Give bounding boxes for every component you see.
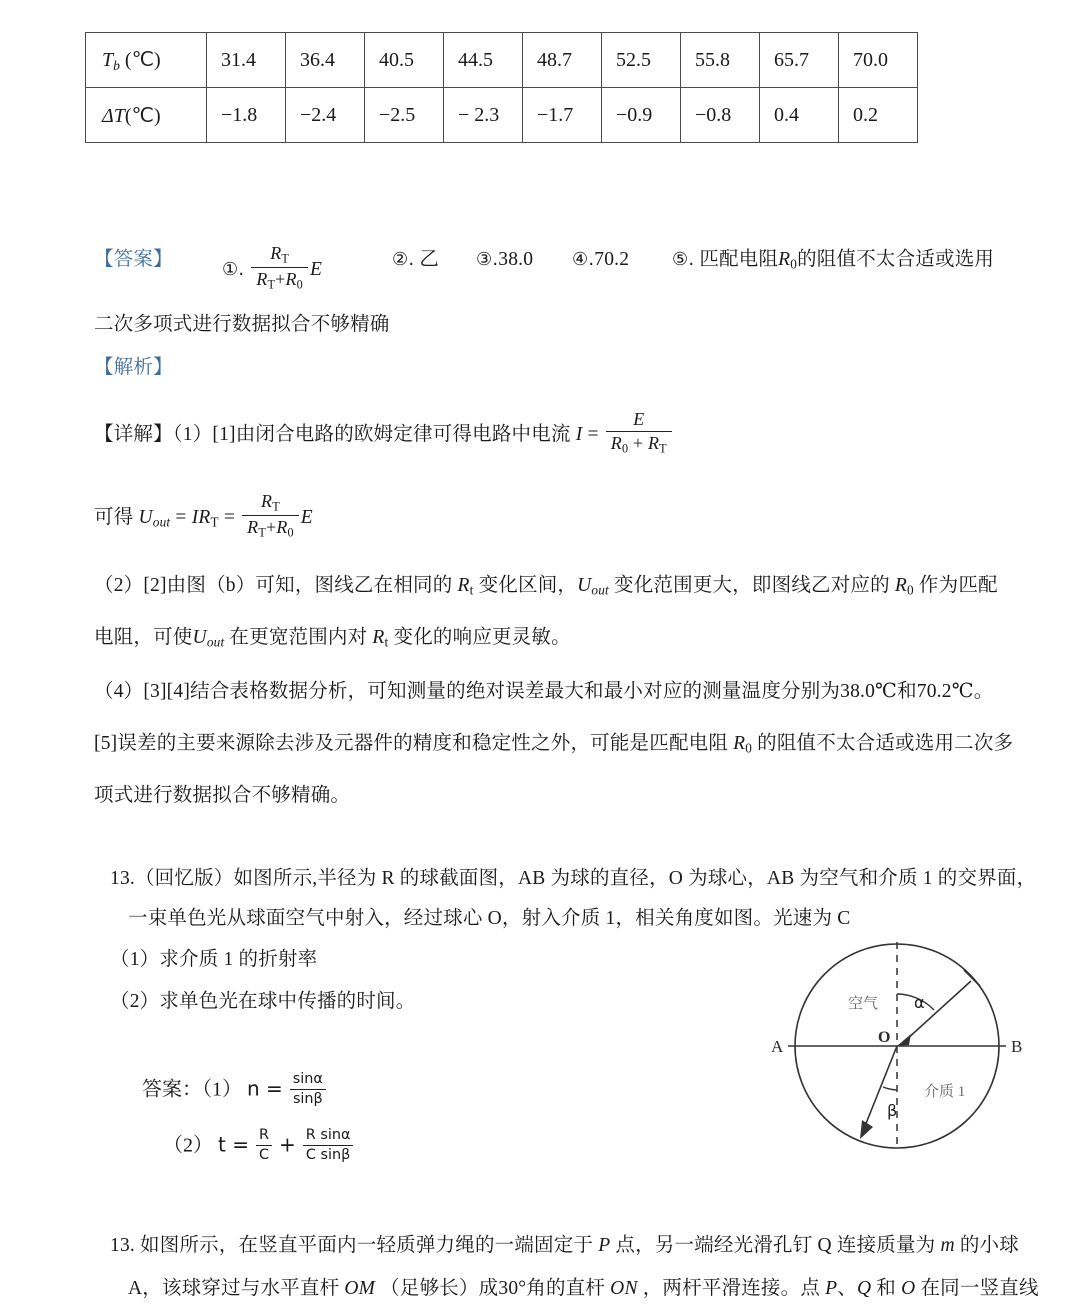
label-medium: 介质 1 <box>924 1084 966 1100</box>
label-b: B <box>1011 1037 1023 1056</box>
cell-dt-4: −1.7 <box>523 88 602 143</box>
cell-tb-6: 55.8 <box>681 33 760 88</box>
uout-symbol: U <box>138 506 153 528</box>
label-air: 空气 <box>848 996 879 1012</box>
answer-label: 答案： <box>142 1078 202 1101</box>
cell-dt-8: 0.2 <box>839 88 918 143</box>
answer-continuation: 二次多项式进行数据拟合不够精确 <box>94 314 390 335</box>
answer1-denominator: sinβ <box>292 1090 323 1107</box>
incident-ray-arrowhead <box>897 1034 911 1046</box>
label-a: A <box>771 1037 784 1056</box>
cell-tb-8: 70.0 <box>839 33 918 88</box>
cell-dt-5: −0.9 <box>602 88 681 143</box>
answer2-marker: （2） <box>163 1134 213 1157</box>
cell-dt-0: −1.8 <box>207 88 286 143</box>
cell-tb-5: 52.5 <box>602 33 681 88</box>
answer-marker-3: ③. <box>476 249 499 270</box>
current-formula-fraction: $\frac{E}{R0 + RT}$ <box>606 409 672 456</box>
para2-line1: （2）[2]由图（b）可知，图线乙在相同的 Rt 变化区间，$U_{out}$ 变化范围更大，即图线乙对应的 R0 作为匹配 <box>94 575 998 598</box>
detail-line-2: 可得 $U_{out}$ = IRT = $\frac{RT}{RT+R0}$ E <box>94 491 313 540</box>
q13-mechanics-line2: A，该球穿过与水平直杆 OM （足够长）成30°角的直杆 ON ，两杆平滑连接。点 P、Q 和 O 在同一竖直线 <box>128 1278 1039 1299</box>
cell-tb-4: 48.7 <box>523 33 602 88</box>
table-row <box>86 88 918 143</box>
cell-dt-2: −2.5 <box>365 88 444 143</box>
answer2-f1-denominator: C <box>258 1146 270 1163</box>
q13-mechanics-line1: 13. 如图所示，在竖直平面内一轻质弹力绳的一端固定于 P 点，另一端经光滑孔钉 Q 连接质量为 m 的小球 <box>110 1235 1019 1256</box>
answer2-f2-denominator: C sinβ <box>305 1146 351 1163</box>
answer1-fraction <box>290 1071 326 1109</box>
uout-formula-fraction: $\frac{RT}{RT+R0}$ <box>242 491 299 540</box>
label-o: O <box>878 1029 891 1046</box>
q13-optics-sub-q2: （2）求单色光在球中传播的时间。 <box>110 991 416 1012</box>
q13-optics-answer-2 <box>163 1128 355 1166</box>
cell-tb-0: 31.4 <box>207 33 286 88</box>
cell-tb-3: 44.5 <box>444 33 523 88</box>
answer-tag: 【答案】 <box>94 249 173 270</box>
incident-ray-tick <box>964 970 980 986</box>
answer-marker-4: ④. <box>572 249 595 270</box>
para5-line1: [5]误差的主要来源除去涉及元器件的精度和稳定性之外，可能是匹配电阻 R0 的阻值不太合适或选用二次多 <box>94 733 1014 756</box>
answer2-lhs: t = <box>218 1132 249 1157</box>
measurement-data-table <box>85 32 918 143</box>
cell-dt-1: −2.4 <box>286 88 365 143</box>
answer-item-2 <box>392 246 439 274</box>
detail-line-1-prefix: 【详解】（1）[1]由闭合电路的欧姆定律可得电路中电流 <box>94 423 571 445</box>
answer-value-5a: 匹配电阻 <box>699 249 779 270</box>
label-angle-beta: β <box>887 1101 898 1120</box>
q13-optics-answer-1 <box>142 1072 328 1110</box>
optics-circle-diagram <box>766 928 1028 1164</box>
answer-marker-1: ①. <box>222 258 245 280</box>
answer-value-4: 70.2 <box>594 249 630 270</box>
q13-optics-stem-line1: 13.（回忆版）如图所示,半径为 R 的球截面图，AB 为球的直径，O 为球心，AB 为空气和介质 1 的交界面， <box>110 868 1037 889</box>
cell-dt-7: 0.4 <box>760 88 839 143</box>
q13-optics-sub-q1: （1）求介质 1 的折射率 <box>110 949 318 970</box>
para2-line2: 电阻，可使$U_{out}$ 在更宽范围内对 Rt 变化的响应更灵敏。 <box>94 627 571 650</box>
answer-formula-1: $\frac{RT}{RT+R0}$ <box>251 243 308 292</box>
answer1-numerator: sinα <box>290 1071 326 1090</box>
answer2-fraction-1 <box>256 1127 272 1165</box>
para4-line1: （4）[3][4]结合表格数据分析，可知测量的绝对误差最大和最小对应的测量温度分别为38.0℃和70.2℃。 <box>94 681 994 702</box>
answer2-f2-numerator: R sinα <box>303 1127 354 1146</box>
angle-beta-arc <box>883 1087 897 1090</box>
label-angle-alpha: α <box>914 993 925 1012</box>
detail-line-2-prefix: 可得 <box>94 506 134 528</box>
cell-tb-1: 36.4 <box>286 33 365 88</box>
answer-item-4 <box>572 246 629 274</box>
answer2-f1-numerator: R <box>256 1127 272 1146</box>
para5-line2: 项式进行数据拟合不够精确。 <box>94 785 351 806</box>
answer-value-2: 乙 <box>419 249 440 270</box>
row-header-delta-t: ΔT(℃) <box>86 88 207 143</box>
answer-symbol-r0: R <box>778 249 791 270</box>
answer-value-5b: 的阻值不太合适或选用 <box>797 249 995 270</box>
answer-item-1: ①. $\frac{RT}{RT+R0}$ E <box>222 243 323 292</box>
q13-optics-stem-line2: 一束单色光从球面空气中射入，经过球心 O，射入介质 1，相关角度如图。光速为 C <box>128 908 851 929</box>
answer2-fraction-2 <box>303 1127 354 1165</box>
answer1-lhs: n = <box>247 1076 283 1101</box>
answer2-plus-sign: + <box>279 1132 296 1157</box>
cell-dt-6: −0.8 <box>681 88 760 143</box>
answer-marker-2: ②. <box>392 249 415 270</box>
cell-dt-3: − 2.3 <box>444 88 523 143</box>
current-symbol: I <box>575 423 583 445</box>
row-header-tb: $T_b$ (℃) <box>86 33 207 88</box>
answer-value-3: 38.0 <box>498 249 534 270</box>
detail-line-1: 【详解】（1）[1]由闭合电路的欧姆定律可得电路中电流 I = $\frac{E}{R0 + RT}$ <box>94 412 674 459</box>
answer-symbol-r0-sub: 0 <box>790 256 798 272</box>
answer-item-3 <box>476 246 533 274</box>
answer1-marker: （1） <box>202 1078 242 1101</box>
cell-tb-2: 40.5 <box>365 33 444 88</box>
cell-tb-7: 65.7 <box>760 33 839 88</box>
analysis-tag: 【解析】 <box>94 357 173 378</box>
answer-item-5 <box>672 246 994 274</box>
table-row <box>86 33 918 88</box>
answer-marker-5: ⑤. <box>672 249 695 270</box>
